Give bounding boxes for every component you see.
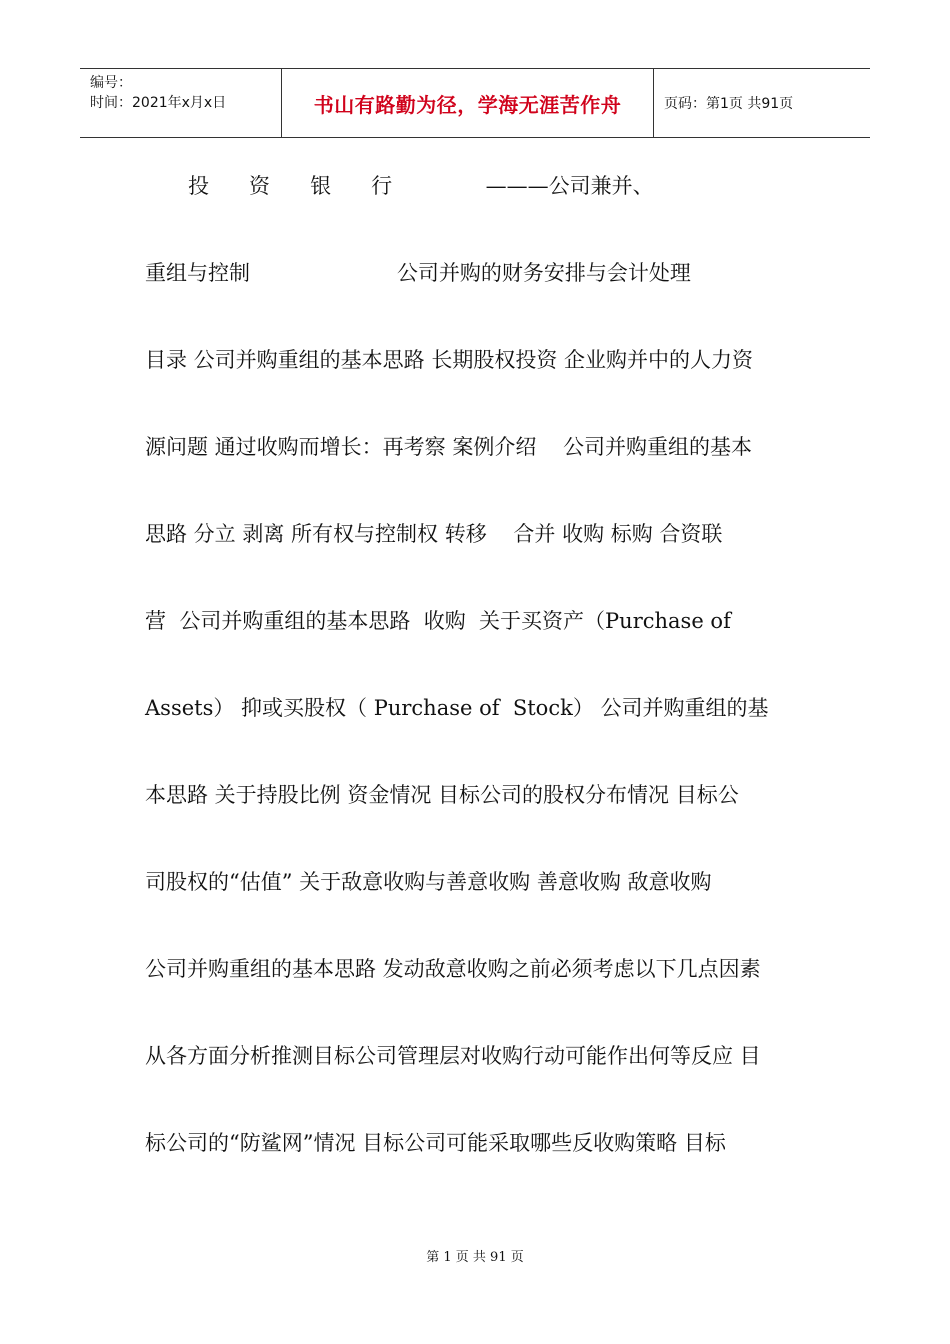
header-meta-cell xyxy=(80,69,282,137)
body-line-9: 司股权的“估值” 关于敌意收购与善意收购 善意收购 敌意收购 xyxy=(145,870,712,894)
body-line-10: 公司并购重组的基本思路 发动敌意收购之前必须考虑以下几点因素 xyxy=(145,957,761,981)
body-line-7: Assets） 抑或买股权（ Purchase of Stock） 公司并购重组的基 xyxy=(145,696,769,720)
body-line-11: 从各方面分析推测目标公司管理层对收购行动可能作出何等反应 目 xyxy=(145,1044,761,1068)
page-footer: 第 1 页 共 91 页 xyxy=(426,1250,524,1265)
body-line-5: 思路 分立 剥离 所有权与控制权 转移 合并 收购 标购 合资联 xyxy=(145,522,723,546)
body-line-2: 重组与控制 公司并购的财务安排与会计处理 xyxy=(145,261,691,285)
body-line-4: 源问题 通过收购而增长：再考察 案例介绍 公司并购重组的基本 xyxy=(145,435,753,459)
time-label: 时间：2021年x月x日 xyxy=(90,95,227,111)
body-line-1: 投 资 银 行 ———公司兼并、 xyxy=(188,174,654,198)
body-line-6: 营 公司并购重组的基本思路 收购 关于买资产（Purchase of xyxy=(145,609,731,633)
body-line-3: 目录 公司并购重组的基本思路 长期股权投资 企业购并中的人力资 xyxy=(145,348,754,372)
body-line-8: 本思路 关于持股比例 资金情况 目标公司的股权分布情况 目标公 xyxy=(145,783,739,807)
serial-number-label: 编号： xyxy=(90,75,132,91)
header-page-info: 页码：第1页 共91页 xyxy=(664,96,794,112)
document-header xyxy=(80,68,870,138)
body-line-12: 标公司的“防鲨网”情况 目标公司可能采取哪些反收购策略 目标 xyxy=(145,1131,726,1155)
header-motto: 书山有路勤为径，学海无涯苦作舟 xyxy=(282,69,654,137)
